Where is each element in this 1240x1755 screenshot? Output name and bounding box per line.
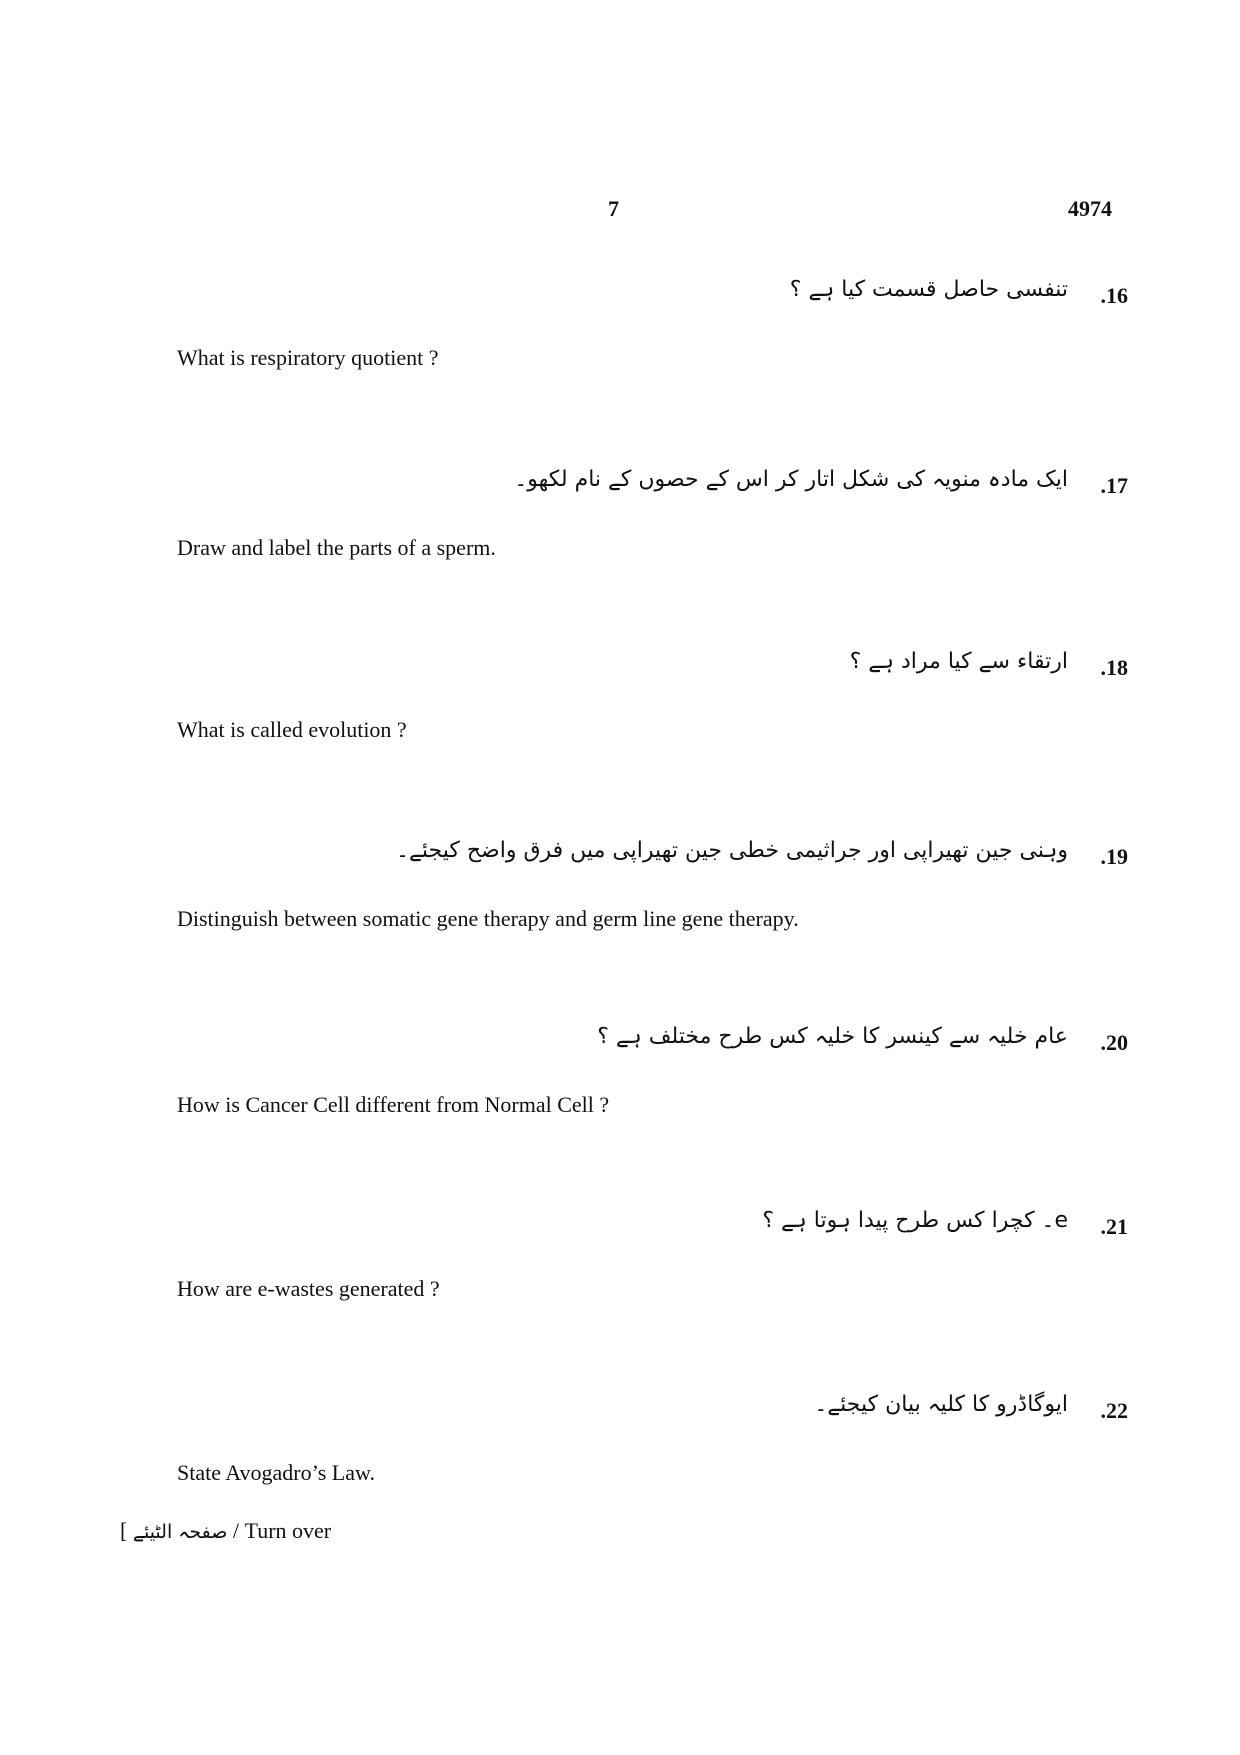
question-english-text: Distinguish between somatic gene therapy and germ line gene therapy. — [177, 906, 799, 931]
footer-bracket: [ — [120, 1518, 128, 1543]
question-urdu-text: ایک مادہ منویہ کی شکل اتار کر اس کے حصوں کے نام لکھو۔ — [514, 467, 1068, 492]
paper-code: 4974 — [1068, 196, 1112, 221]
question-urdu-text: e۔ کچرا کس طرح پیدا ہوتا ہے ؟ — [762, 1208, 1068, 1233]
question-number: .18 — [1100, 655, 1128, 680]
question-number: .21 — [1100, 1214, 1128, 1239]
question-urdu-text: تنفسی حاصل قسمت کیا ہے ؟ — [789, 277, 1068, 302]
question-english-text: How are e-wastes generated ? — [177, 1276, 440, 1301]
question-21 — [0, 1208, 1240, 1334]
footer-separator: / — [232, 1518, 240, 1543]
question-number: .17 — [1100, 473, 1128, 498]
question-number: .19 — [1100, 844, 1128, 869]
turn-over-footer — [120, 1518, 331, 1544]
question-number: .16 — [1100, 283, 1128, 308]
question-20 — [0, 1024, 1240, 1150]
question-number: .22 — [1100, 1398, 1128, 1423]
question-18 — [0, 649, 1240, 775]
question-17 — [0, 467, 1240, 593]
question-urdu-text: وہنی جین تھیراپی اور جراثیمی خطی جین تھیراپی میں فرق واضح کیجئے۔ — [396, 838, 1068, 863]
footer-english-turn-over: Turn over — [244, 1518, 332, 1543]
question-19 — [0, 838, 1240, 964]
question-english-text: Draw and label the parts of a sperm. — [177, 535, 496, 560]
question-english-text: How is Cancer Cell different from Normal Cell ? — [177, 1092, 610, 1117]
question-22 — [0, 1392, 1240, 1518]
question-urdu-text: عام خلیہ سے کینسر کا خلیہ کس طرح مختلف ہے ؟ — [597, 1024, 1068, 1049]
question-english-text: What is called evolution ? — [177, 717, 407, 742]
question-urdu-text: ارتقاء سے کیا مراد ہے ؟ — [849, 649, 1068, 674]
question-urdu-text: ایوگاڈرو کا کلیہ بیان کیجئے۔ — [814, 1392, 1068, 1417]
question-english-text: State Avogadro’s Law. — [177, 1460, 375, 1485]
question-english-text: What is respiratory quotient ? — [177, 345, 439, 370]
question-16 — [0, 277, 1240, 403]
footer-urdu-turn-over: صفحہ الٹیئے — [132, 1521, 228, 1543]
question-number: .20 — [1100, 1030, 1128, 1055]
page-number: 7 — [608, 196, 619, 221]
